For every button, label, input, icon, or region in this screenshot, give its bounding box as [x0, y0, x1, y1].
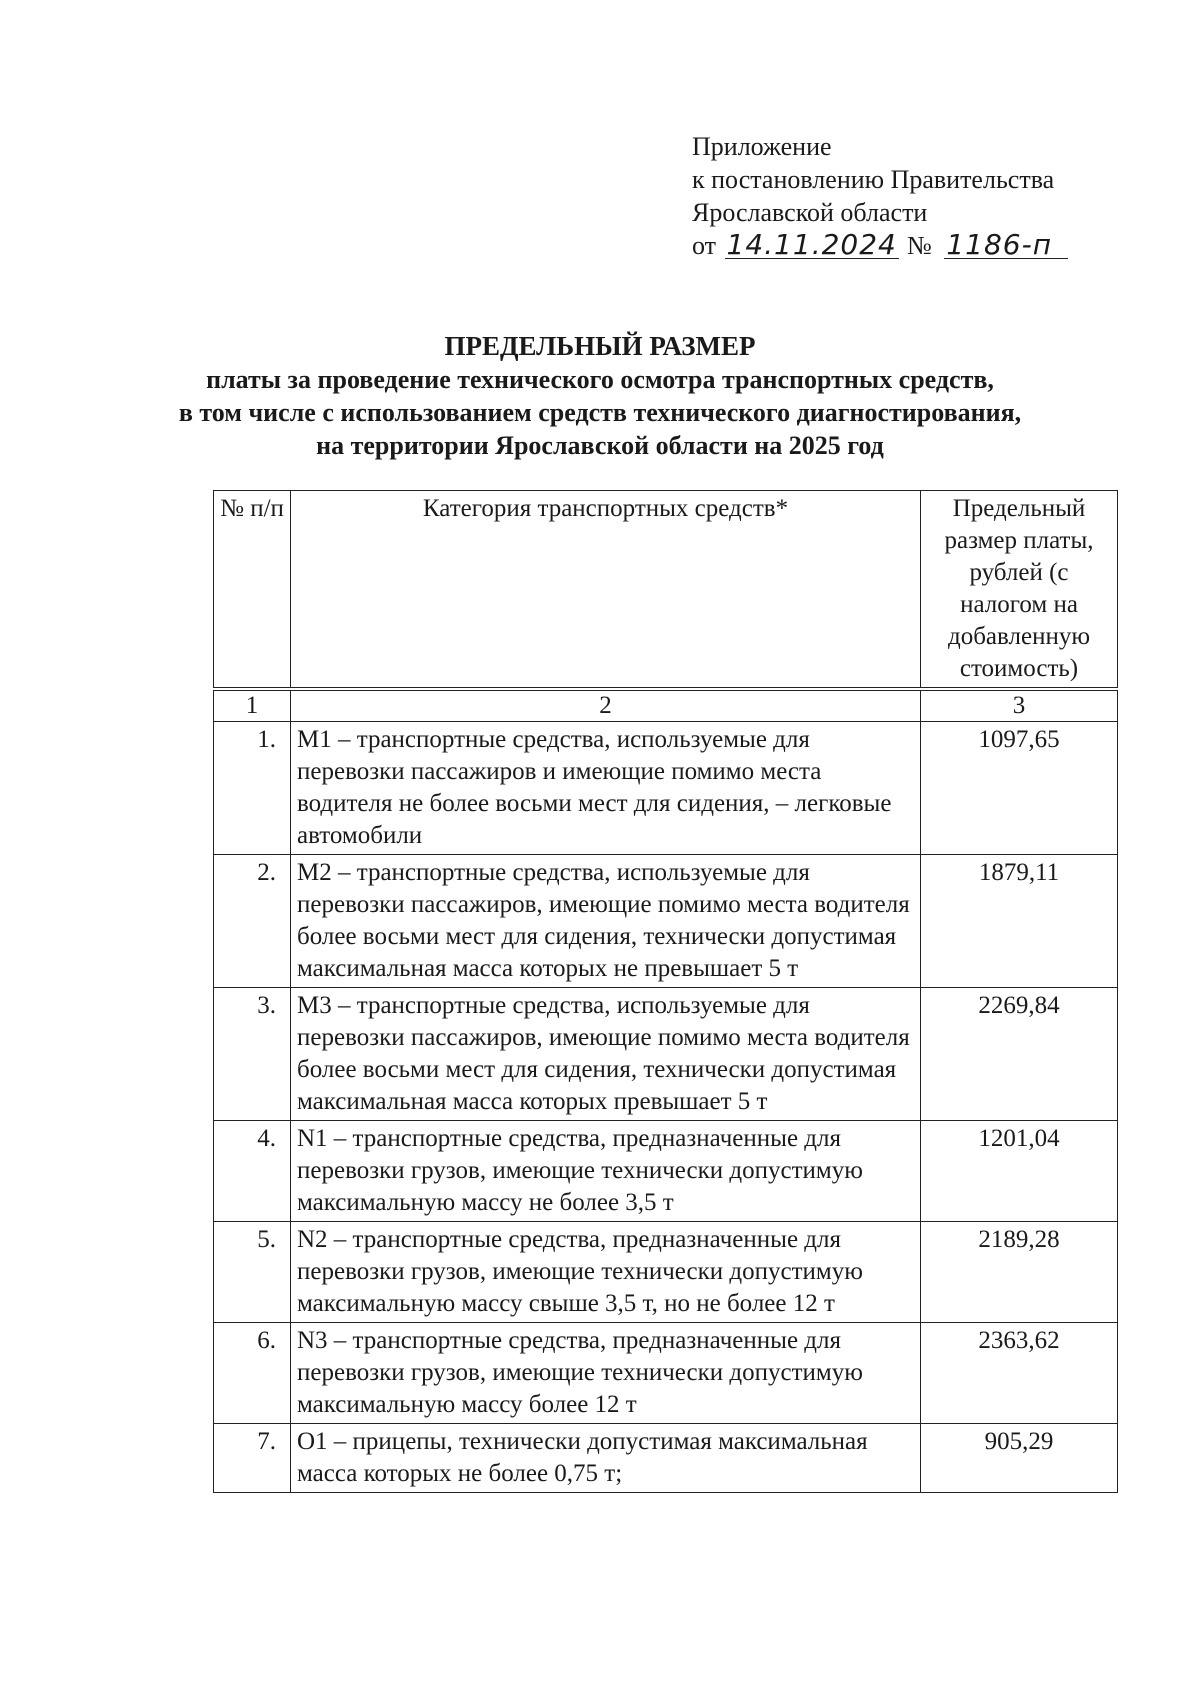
table-row — [214, 1424, 1118, 1493]
title-heading: ПРЕДЕЛЬНЫЙ РАЗМЕР — [444, 331, 756, 361]
date-prefix: от — [692, 231, 717, 260]
row-fee: 1097,65 — [921, 722, 1118, 855]
number-prefix: № — [907, 231, 932, 260]
row-number: 6. — [214, 1323, 291, 1424]
appendix-label: Приложение — [692, 132, 832, 161]
title-subline-3: на территории Ярославской области на 2025 год — [316, 431, 884, 460]
row-fee: 1201,04 — [921, 1121, 1118, 1222]
column-index: 1 — [214, 689, 291, 722]
row-category: M3 – транспортные средства, используемые для перевозки пассажиров, имеющие помимо места водителя более восьми мест для сидения, технически допустимая максимальная масса которых превышает 5 т — [291, 988, 921, 1121]
row-category: M1 – транспортные средства, используемые для перевозки пассажиров и имеющие помимо места водителя не более восьми мест для сидения, – легковые автомобили — [291, 722, 921, 855]
row-number: 5. — [214, 1222, 291, 1323]
table-row — [214, 1121, 1118, 1222]
row-fee: 2269,84 — [921, 988, 1118, 1121]
row-number: 7. — [214, 1424, 291, 1493]
row-category: M2 – транспортные средства, используемые для перевозки пассажиров, имеющие помимо места водителя более восьми мест для сидения, технически допустимая максимальная масса которых не превышает 5 т — [291, 855, 921, 988]
header-fee: Предельный размер платы, рублей (с налогом на добавленную стоимость) — [921, 491, 1118, 690]
row-category: N3 – транспортные средства, предназначенные для перевозки грузов, имеющие технически допустимую максимальную массу более 12 т — [291, 1323, 921, 1424]
header-number: № п/п — [214, 491, 291, 690]
title-subline-2: в том числе с использованием средств технического диагностирования, — [178, 398, 1022, 427]
appendix-header — [692, 130, 1172, 262]
column-index-row — [214, 689, 1118, 722]
row-number: 2. — [214, 855, 291, 988]
table-row — [214, 1323, 1118, 1424]
column-index: 3 — [921, 689, 1118, 722]
handwritten-number: 1186-п — [944, 232, 1068, 259]
title-subline-1: платы за проведение технического осмотра транспортных средств, — [206, 365, 994, 394]
row-fee: 2189,28 — [921, 1222, 1118, 1323]
appendix-region: Ярославской области — [692, 198, 928, 227]
table-header-row — [214, 491, 1118, 690]
table-row — [214, 855, 1118, 988]
table-row — [214, 722, 1118, 855]
row-fee: 2363,62 — [921, 1323, 1118, 1424]
table-row — [214, 1222, 1118, 1323]
row-fee: 905,29 — [921, 1424, 1118, 1493]
fee-table — [213, 490, 1118, 1493]
row-number: 3. — [214, 988, 291, 1121]
table-row — [214, 988, 1118, 1121]
row-fee: 1879,11 — [921, 855, 1118, 988]
row-category: O1 – прицепы, технически допустимая максимальная масса которых не более 0,75 т; — [291, 1424, 921, 1493]
column-index: 2 — [291, 689, 921, 722]
row-category: N1 – транспортные средства, предназначенные для перевозки грузов, имеющие технически допустимую максимальную массу не более 3,5 т — [291, 1121, 921, 1222]
document-title — [0, 330, 1200, 462]
appendix-resolution: к постановлению Правительства — [692, 165, 1055, 194]
row-number: 1. — [214, 722, 291, 855]
handwritten-date: 14.11.2024 — [726, 228, 897, 261]
appendix-date-line — [692, 229, 1172, 262]
row-category: N2 – транспортные средства, предназначенные для перевозки грузов, имеющие технически допустимую максимальную массу свыше 3,5 т, но не более 12 т — [291, 1222, 921, 1323]
row-number: 4. — [214, 1121, 291, 1222]
header-category: Категория транспортных средств* — [291, 491, 921, 690]
